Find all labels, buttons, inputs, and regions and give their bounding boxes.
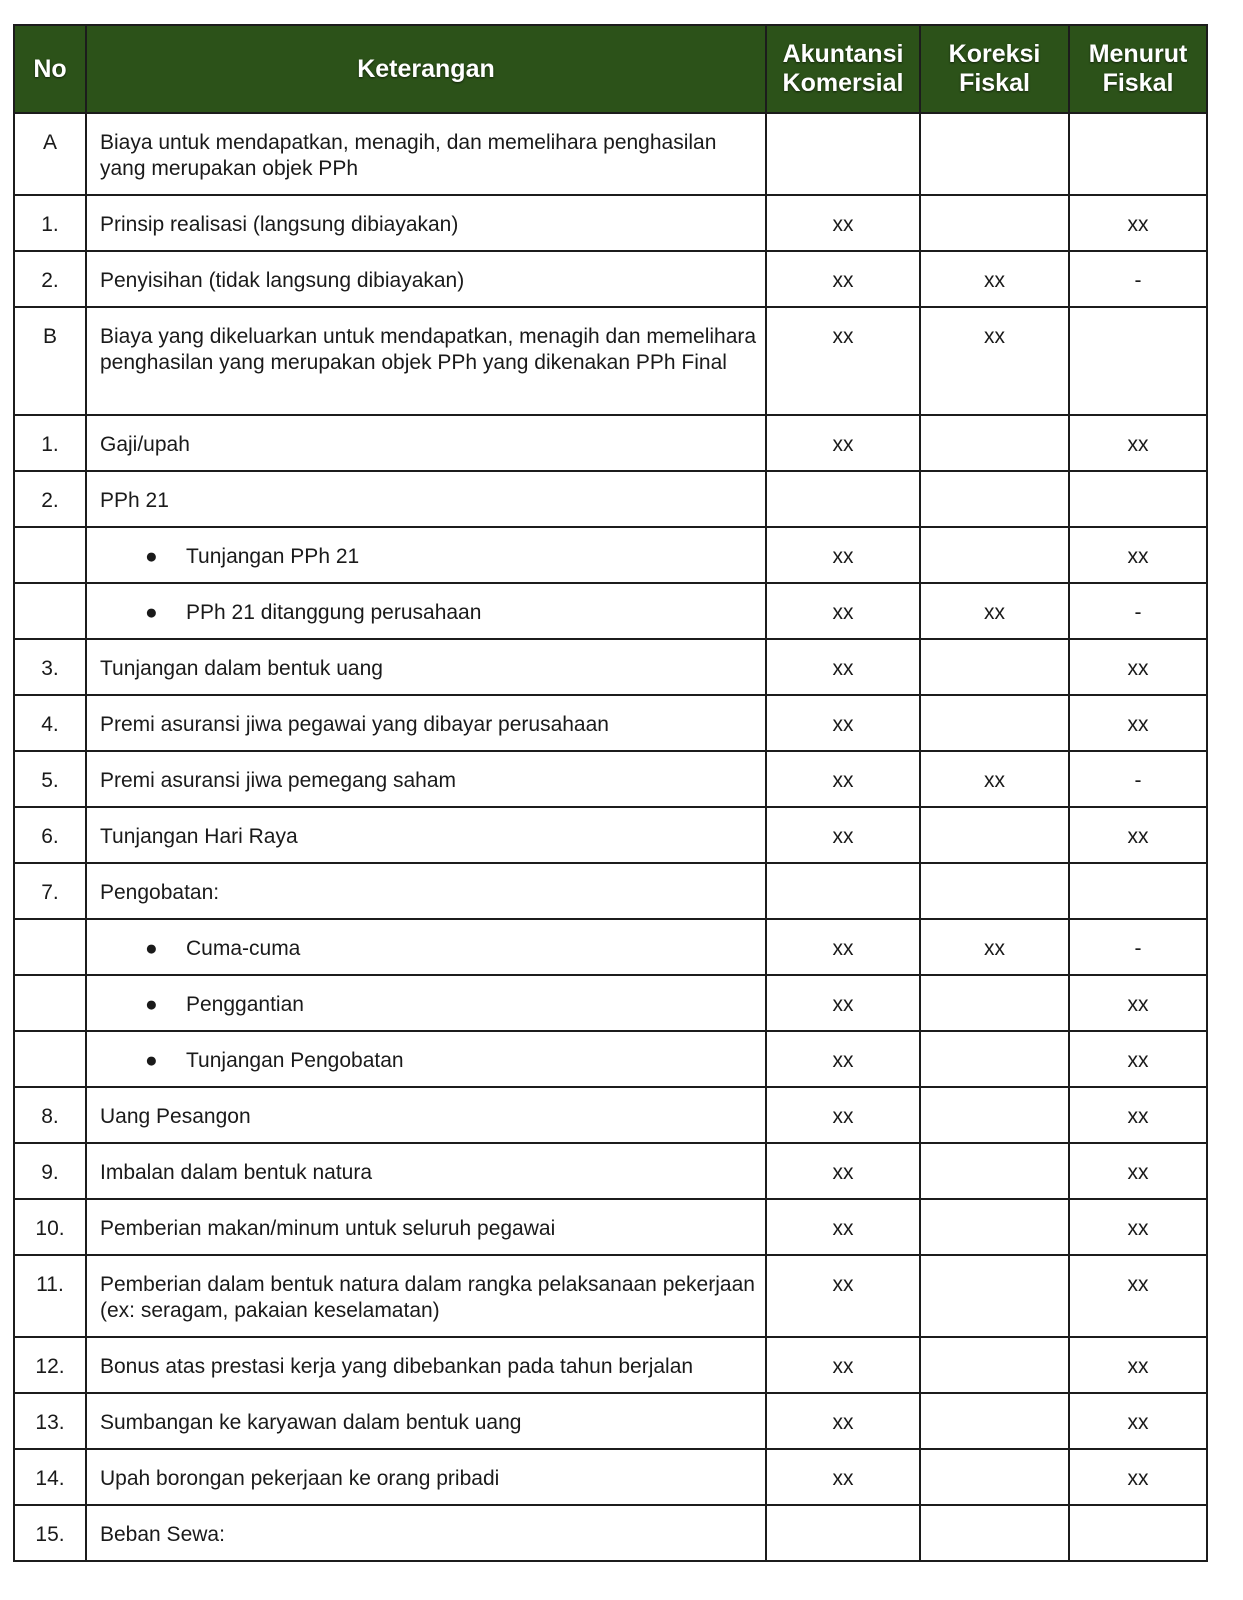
table-row (14, 1337, 1207, 1393)
row-menurut: xx (1069, 1337, 1207, 1393)
row-no: 15. (14, 1505, 86, 1561)
row-keterangan: Uang Pesangon (86, 1087, 766, 1143)
row-koreksi (920, 863, 1069, 919)
row-menurut (1069, 471, 1207, 527)
row-akuntansi: xx (766, 583, 920, 639)
row-akuntansi: xx (766, 975, 920, 1031)
row-no: 8. (14, 1087, 86, 1143)
row-no (14, 527, 86, 583)
row-menurut: xx (1069, 1199, 1207, 1255)
row-akuntansi: xx (766, 415, 920, 471)
row-menurut: xx (1069, 1143, 1207, 1199)
row-no: 14. (14, 1449, 86, 1505)
fiscal-correction-table (13, 24, 1208, 1562)
row-keterangan (86, 1031, 766, 1087)
row-akuntansi: xx (766, 919, 920, 975)
row-menurut: xx (1069, 975, 1207, 1031)
row-akuntansi: xx (766, 1337, 920, 1393)
row-keterangan (86, 975, 766, 1031)
row-koreksi (920, 1505, 1069, 1561)
row-menurut (1069, 307, 1207, 415)
sub-item-label: Tunjangan PPh 21 (186, 545, 360, 568)
row-keterangan: Sumbangan ke karyawan dalam bentuk uang (86, 1393, 766, 1449)
row-menurut: xx (1069, 807, 1207, 863)
row-menurut (1069, 113, 1207, 195)
row-menurut: - (1069, 251, 1207, 307)
row-keterangan: Imbalan dalam bentuk natura (86, 1143, 766, 1199)
row-koreksi (920, 1337, 1069, 1393)
row-keterangan: Bonus atas prestasi kerja yang dibebankan pada tahun berjalan (86, 1337, 766, 1393)
row-menurut (1069, 863, 1207, 919)
row-akuntansi: xx (766, 1393, 920, 1449)
sub-item-label: Cuma-cuma (186, 937, 301, 960)
table-row (14, 471, 1207, 527)
row-menurut: xx (1069, 639, 1207, 695)
row-keterangan: Prinsip realisasi (langsung dibiayakan) (86, 195, 766, 251)
row-koreksi (920, 113, 1069, 195)
row-keterangan: Pemberian makan/minum untuk seluruh pegawai (86, 1199, 766, 1255)
row-no: 1. (14, 195, 86, 251)
row-menurut: xx (1069, 1031, 1207, 1087)
row-menurut: xx (1069, 527, 1207, 583)
table-row (14, 195, 1207, 251)
table-row (14, 113, 1207, 195)
row-menurut: - (1069, 919, 1207, 975)
row-no: 1. (14, 415, 86, 471)
row-no: 6. (14, 807, 86, 863)
header-no: No (14, 25, 86, 113)
table-row (14, 863, 1207, 919)
row-no (14, 975, 86, 1031)
row-koreksi (920, 1199, 1069, 1255)
row-menurut: - (1069, 583, 1207, 639)
row-koreksi: xx (920, 251, 1069, 307)
bullet-icon: ● (145, 545, 158, 568)
row-akuntansi: xx (766, 1199, 920, 1255)
row-keterangan (86, 527, 766, 583)
row-koreksi (920, 1393, 1069, 1449)
row-no (14, 1031, 86, 1087)
row-koreksi (920, 1143, 1069, 1199)
row-koreksi (920, 1449, 1069, 1505)
row-keterangan: Tunjangan Hari Raya (86, 807, 766, 863)
row-keterangan: Gaji/upah (86, 415, 766, 471)
row-koreksi (920, 639, 1069, 695)
row-koreksi (920, 527, 1069, 583)
row-no: 12. (14, 1337, 86, 1393)
table-row (14, 695, 1207, 751)
row-akuntansi: xx (766, 307, 920, 415)
row-akuntansi: xx (766, 639, 920, 695)
row-keterangan: Biaya untuk mendapatkan, menagih, dan memelihara penghasilan yang merupakan objek PPh (86, 113, 766, 195)
row-keterangan: Upah borongan pekerjaan ke orang pribadi (86, 1449, 766, 1505)
row-akuntansi (766, 113, 920, 195)
row-keterangan: Premi asuransi jiwa pegawai yang dibayar perusahaan (86, 695, 766, 751)
row-koreksi (920, 471, 1069, 527)
row-akuntansi: xx (766, 1087, 920, 1143)
row-keterangan: Biaya yang dikeluarkan untuk mendapatkan, menagih dan memelihara penghasilan yang merupakan objek PPh yang dikenakan PPh Final (86, 307, 766, 415)
row-keterangan (86, 583, 766, 639)
row-koreksi (920, 1087, 1069, 1143)
row-menurut: xx (1069, 195, 1207, 251)
sub-item-label: PPh 21 ditanggung perusahaan (186, 601, 482, 624)
row-koreksi (920, 195, 1069, 251)
row-akuntansi: xx (766, 1255, 920, 1337)
row-no: 10. (14, 1199, 86, 1255)
table-row (14, 527, 1207, 583)
row-akuntansi: xx (766, 527, 920, 583)
row-no: 2. (14, 471, 86, 527)
table-row (14, 807, 1207, 863)
row-akuntansi: xx (766, 751, 920, 807)
table-row (14, 751, 1207, 807)
bullet-icon: ● (145, 993, 158, 1016)
row-no: 3. (14, 639, 86, 695)
row-menurut: xx (1069, 1255, 1207, 1337)
table-row (14, 1505, 1207, 1561)
bullet-icon: ● (145, 937, 158, 960)
row-keterangan: Penyisihan (tidak langsung dibiayakan) (86, 251, 766, 307)
sub-item-label: Tunjangan Pengobatan (186, 1049, 404, 1072)
sub-item-label: Penggantian (186, 993, 304, 1016)
table-row (14, 1031, 1207, 1087)
row-akuntansi: xx (766, 195, 920, 251)
row-koreksi (920, 975, 1069, 1031)
row-koreksi (920, 1255, 1069, 1337)
row-no: 5. (14, 751, 86, 807)
row-keterangan: Pengobatan: (86, 863, 766, 919)
table-row (14, 1393, 1207, 1449)
row-no: 13. (14, 1393, 86, 1449)
row-no: B (14, 307, 86, 415)
table-row (14, 251, 1207, 307)
row-no: 11. (14, 1255, 86, 1337)
row-no (14, 919, 86, 975)
table-row (14, 583, 1207, 639)
row-akuntansi: xx (766, 695, 920, 751)
table-row (14, 307, 1207, 415)
row-akuntansi (766, 863, 920, 919)
row-keterangan: Tunjangan dalam bentuk uang (86, 639, 766, 695)
row-akuntansi: xx (766, 1449, 920, 1505)
row-keterangan: Premi asuransi jiwa pemegang saham (86, 751, 766, 807)
row-keterangan (86, 919, 766, 975)
header-koreksi-fiskal: Koreksi Fiskal (920, 25, 1069, 113)
header-akuntansi-komersial: Akuntansi Komersial (766, 25, 920, 113)
table-row (14, 415, 1207, 471)
row-keterangan: Pemberian dalam bentuk natura dalam rangka pelaksanaan pekerjaan (ex: seragam, pakaian keselamatan) (86, 1255, 766, 1337)
table-row (14, 1449, 1207, 1505)
row-akuntansi (766, 471, 920, 527)
row-akuntansi: xx (766, 251, 920, 307)
bullet-icon: ● (145, 1049, 158, 1072)
row-akuntansi (766, 1505, 920, 1561)
row-koreksi: xx (920, 751, 1069, 807)
row-koreksi (920, 1031, 1069, 1087)
row-menurut: xx (1069, 1087, 1207, 1143)
table-row (14, 639, 1207, 695)
row-no: 2. (14, 251, 86, 307)
row-koreksi (920, 695, 1069, 751)
row-no: 9. (14, 1143, 86, 1199)
row-menurut (1069, 1505, 1207, 1561)
table-row (14, 1255, 1207, 1337)
header-keterangan: Keterangan (86, 25, 766, 113)
row-akuntansi: xx (766, 1031, 920, 1087)
row-menurut: - (1069, 751, 1207, 807)
row-menurut: xx (1069, 415, 1207, 471)
row-koreksi: xx (920, 583, 1069, 639)
row-koreksi (920, 807, 1069, 863)
row-keterangan: PPh 21 (86, 471, 766, 527)
row-no (14, 583, 86, 639)
row-akuntansi: xx (766, 1143, 920, 1199)
row-no: A (14, 113, 86, 195)
row-menurut: xx (1069, 1449, 1207, 1505)
row-no: 4. (14, 695, 86, 751)
bullet-icon: ● (145, 601, 158, 624)
row-menurut: xx (1069, 1393, 1207, 1449)
row-koreksi: xx (920, 307, 1069, 415)
row-menurut: xx (1069, 695, 1207, 751)
table-row (14, 1087, 1207, 1143)
table-row (14, 1199, 1207, 1255)
header-menurut-fiskal: Menurut Fiskal (1069, 25, 1207, 113)
row-no: 7. (14, 863, 86, 919)
header-row (14, 25, 1207, 113)
row-akuntansi: xx (766, 807, 920, 863)
table-row (14, 919, 1207, 975)
row-koreksi: xx (920, 919, 1069, 975)
table-row (14, 1143, 1207, 1199)
table-row (14, 975, 1207, 1031)
row-keterangan: Beban Sewa: (86, 1505, 766, 1561)
row-koreksi (920, 415, 1069, 471)
